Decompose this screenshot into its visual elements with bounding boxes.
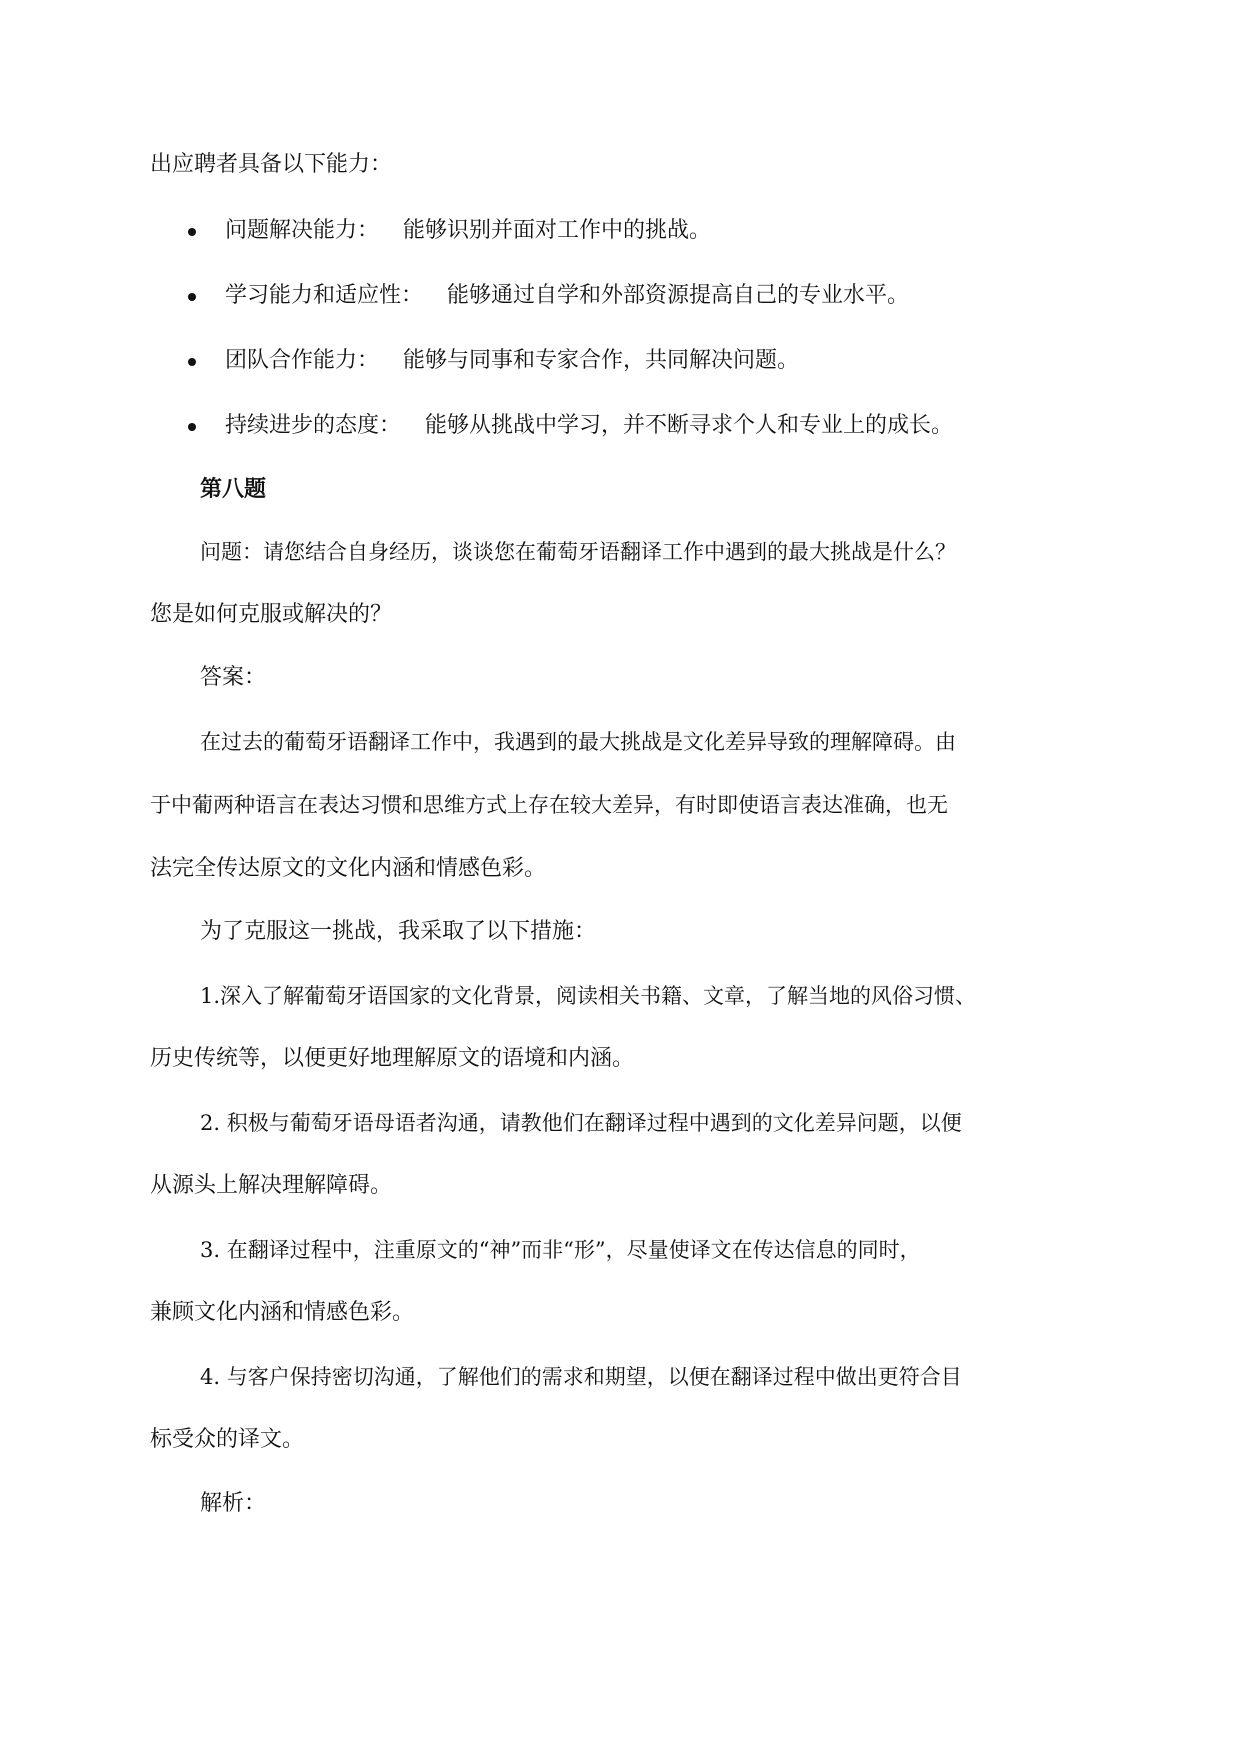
bullet-label: 学习能力和适应性： [225,283,424,308]
bullet-label: 团队合作能力： [225,348,380,373]
bullet-dot [188,293,196,301]
measure-3-line-2: 兼顾文化内涵和情感色彩。 [150,1300,415,1325]
bullet-text: 能够从挑战中学习，并不断寻求个人和专业上的成长。 [425,413,954,438]
analysis-label: 解析： [200,1491,267,1516]
bullet-text: 能够通过自学和外部资源提高自己的专业水平。 [447,283,910,308]
bullet-label: 问题解决能力： [225,218,380,243]
intro-line: 出应聘者具备以下能力： [150,152,393,177]
bullet-text: 能够与同事和专家合作，共同解决问题。 [403,348,800,373]
bullet-item [225,281,909,311]
bullet-text: 能够识别并面对工作中的挑战。 [403,218,712,243]
paragraph-1-line-3: 法完全传达原文的文化内涵和情感色彩。 [150,856,547,881]
measure-2-line-2: 从源头上解决理解障碍。 [150,1173,393,1198]
bullet-dot [188,228,196,236]
question-line-1: 问题：请您结合自身经历，谈谈您在葡萄牙语翻译工作中遇到的最大挑战是什么？ [200,540,956,564]
paragraph-1-line-2: 于中葡两种语言在表达习惯和思维方式上存在较大差异，有时即使语言表达准确，也无 [150,793,948,817]
bullet-item [225,346,799,376]
measure-4-line-1: 4. 与客户保持密切沟通，了解他们的需求和期望，以便在翻译过程中做出更符合目 [200,1365,962,1389]
bullet-dot [188,358,196,366]
bullet-item [225,411,953,441]
measure-4-line-2: 标受众的译文。 [150,1427,305,1452]
measure-3-line-1: 3. 在翻译过程中，注重原文的“神”而非“形”，尽量使译文在传达信息的同时， [200,1238,921,1262]
paragraph-1-line-1: 在过去的葡萄牙语翻译工作中，我遇到的最大挑战是文化差异导致的理解障碍。由 [200,730,956,754]
measure-1-line-1: 1.深入了解葡萄牙语国家的文化背景，阅读相关书籍、文章，了解当地的风俗习惯、 [200,984,977,1008]
measure-1-line-2: 历史传统等，以便更好地理解原文的语境和内涵。 [150,1046,635,1071]
answer-label: 答案： [200,665,267,690]
bullet-dot [188,423,196,431]
section-heading: 第八题 [200,476,267,502]
measure-2-line-1: 2. 积极与葡萄牙语母语者沟通，请教他们在翻译过程中遇到的文化差异问题，以便 [200,1111,962,1135]
question-line-2: 您是如何克服或解决的？ [150,602,393,627]
bullet-label: 持续进步的态度： [225,413,402,438]
measures-intro: 为了克服这一挑战，我采取了以下措施： [200,919,597,944]
bullet-item [225,216,711,246]
